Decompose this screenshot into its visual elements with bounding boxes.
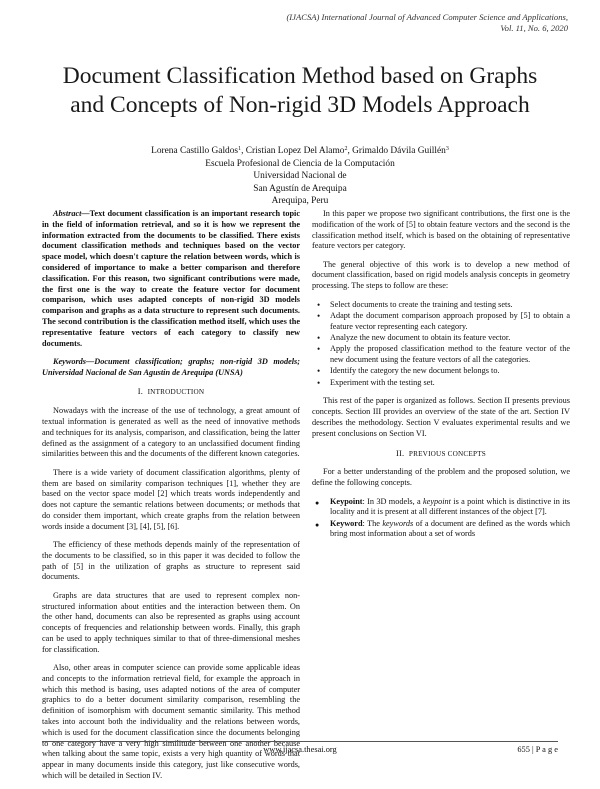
abstract-label: Abstract— — [53, 209, 90, 218]
author-names: Lorena Castillo Galdos$^1$, Cristian Lopez Del Alamo$^2$, Grimaldo Dávila Guillén$^3$ — [151, 146, 449, 156]
definitions-list — [312, 497, 570, 541]
affiliation-line-1: Escuela Profesional de Ciencia de la Computación — [205, 159, 395, 170]
journal-name: (IJACSA) International Journal of Advanced Computer Science and Applications, — [286, 12, 568, 22]
intro-paragraph-2: There is a wide variety of document classification algorithms, plenty of them are based on similarity comparison techniques [1], whether they are based on the vector space model [2] which treats words independently and does not capture the semantic relations between documents; or methods that do consider them important, which create graphs from the relation between words inside a document [3], [4], [5], [6]. — [42, 467, 300, 531]
paper-title — [30, 62, 570, 120]
list-item: • Identify the category the new document belongs to. — [326, 366, 570, 377]
author-2: Cristian Lopez Del Alamo — [245, 146, 345, 156]
steps-list — [312, 300, 570, 389]
intro-paragraph-6: In this paper we propose two significant contributions, the first one is the modification of the work of [5] to obtain feature vectors and the second is the classification method itself, which is based on the obtaining of representative feature vectors per category. — [312, 209, 570, 251]
author-1: Lorena Castillo Galdos — [151, 146, 239, 156]
definition-keypoint: ● Keypoint: In 3D models, a keypoint is a point which is distinctive in its locality and it is present at all different instances of the object [7]. — [326, 497, 570, 519]
list-item: • Experiment with the testing set. — [326, 378, 570, 389]
abstract-text: Text document classification is an important research topic in the field of information retrieval, and so it is how we represent the information extracted from the documents to be classified. There exists document classification methods and techniques based on the vector space model, which doesn't capture the relation between words, which is considered of importance to make a better comparison and therefore classification. For this reason, two significant contributions were made, the first one is the way to create the feature vector for document comparison, which uses adapted concepts of non-rigid 3D models comparison and graphs as a data structure to represent such documents. The second contribution is the classification method itself, which uses the representative feature vectors of each category to classify new documents. — [42, 209, 300, 348]
intro-paragraph-7: The general objective of this work is to develop a new method of document classification, based on rigid models analysis concepts in geometry processing. The steps to follow are these: — [312, 259, 570, 291]
section-1-number: I. — [137, 387, 143, 397]
list-item: • Apply the proposed classification method to the feature vector of the new document using the feature vectors of all the categories. — [326, 344, 570, 366]
section-2-heading — [312, 449, 570, 460]
definition-keyword: ● Keyword: The keywords of a document are defined as the words which bring most information about a set of words — [326, 519, 570, 541]
affiliation-line-3: San Agustín de Arequipa — [253, 183, 347, 194]
right-column — [312, 209, 570, 548]
keywords-label: Keywords— — [53, 356, 95, 366]
keywords — [42, 357, 300, 379]
intro-paragraph-3: The efficiency of these methods depends mainly of the representation of the documents to be classified, so in this paper it was decided to follow the path of [5] in the utilization of graphs as structure to represent said documents. — [42, 540, 300, 582]
concepts-paragraph-1: For a better understanding of the problem and the proposed solution, we define the following concepts. — [312, 467, 570, 488]
intro-paragraph-4: Graphs are data structures that are used to represent complex non-structured information about entities and the interaction between them. On the other hand, documents can also be represented as graphs using account concepts of frequencies and relationship between words. Finally, this graph can be used to apply techniques similar to that of three-dimensional meshes for classification. — [42, 590, 300, 654]
author-block — [40, 145, 560, 207]
list-item: • Analyze the new document to obtain its feature vector. — [326, 333, 570, 344]
section-2-number: II. — [396, 448, 405, 458]
author-2-sup: 2 — [344, 146, 348, 152]
abstract — [42, 209, 300, 349]
section-1-heading — [42, 387, 300, 398]
author-3: Grimaldo Dávila Guillén — [352, 146, 446, 156]
intro-paragraph-5: Also, other areas in computer science can provide some applicable ideas and concepts to the information retrieval field, for example the approach in which this method is basing, uses adapted notions of the area of computer graphics to do a better document similarity comparison, resembling the definition of isomorphism with document semantic similarity. This method takes into account both the individuality and the relations between words, which is used for the document classification since the documents belonging to one category have a very high similitude between one another because when talking about the same topic, exists a very high quantity of words that appear in many documents inside this category, just like consecutive words, which will be detailed in Section IV. — [42, 662, 300, 780]
affiliation-line-4: Arequipa, Peru — [271, 195, 329, 206]
section-1-title: INTRODUCTION — [147, 388, 205, 397]
list-item: • Adapt the document comparison approach proposed by [5] to obtain a feature vector representing each category. — [326, 311, 570, 333]
page-footer — [42, 741, 558, 756]
footer-url[interactable]: www.ijacsa.thesai.org — [263, 745, 337, 754]
journal-header — [148, 12, 568, 34]
left-column — [42, 209, 300, 789]
author-1-sup: 1 — [238, 146, 242, 152]
keywords-text: Document classification; graphs; non-rigid 3D models; Universidad Nacional de San Agustin de Arequipa (UNSA) — [42, 356, 300, 377]
intro-paragraph-1: Nowadays with the increase of the use of technology, a great amount of textual information is generated as well as the need of innovative methods and techniques for its analysis, comparison, and classification, being the latter defined as the assignment of a category to an unclassified document finding similarities between this and the documents of the different known categories. — [42, 406, 300, 459]
title-line-2: and Concepts of Non-rigid 3D Models Approach — [70, 92, 530, 118]
page-number: 655 | P a g e — [517, 745, 558, 754]
author-3-sup: 3 — [445, 146, 449, 152]
intro-paragraph-8: This rest of the paper is organized as follows. Section II presents previous concepts. Section III provides an overview of the state of the art. Section IV describes the methodology. Section V evaluates experimental results and we present conclusions on Section VI. — [312, 396, 570, 438]
title-line-1: Document Classification Method based on Graphs — [62, 63, 538, 89]
list-item: • Select documents to create the training and testing sets. — [326, 300, 570, 311]
section-2-title: PREVIOUS CONCEPTS — [408, 449, 486, 458]
affiliation-line-2: Universidad Nacional de — [253, 171, 347, 182]
journal-volume: Vol. 11, No. 6, 2020 — [500, 23, 568, 33]
